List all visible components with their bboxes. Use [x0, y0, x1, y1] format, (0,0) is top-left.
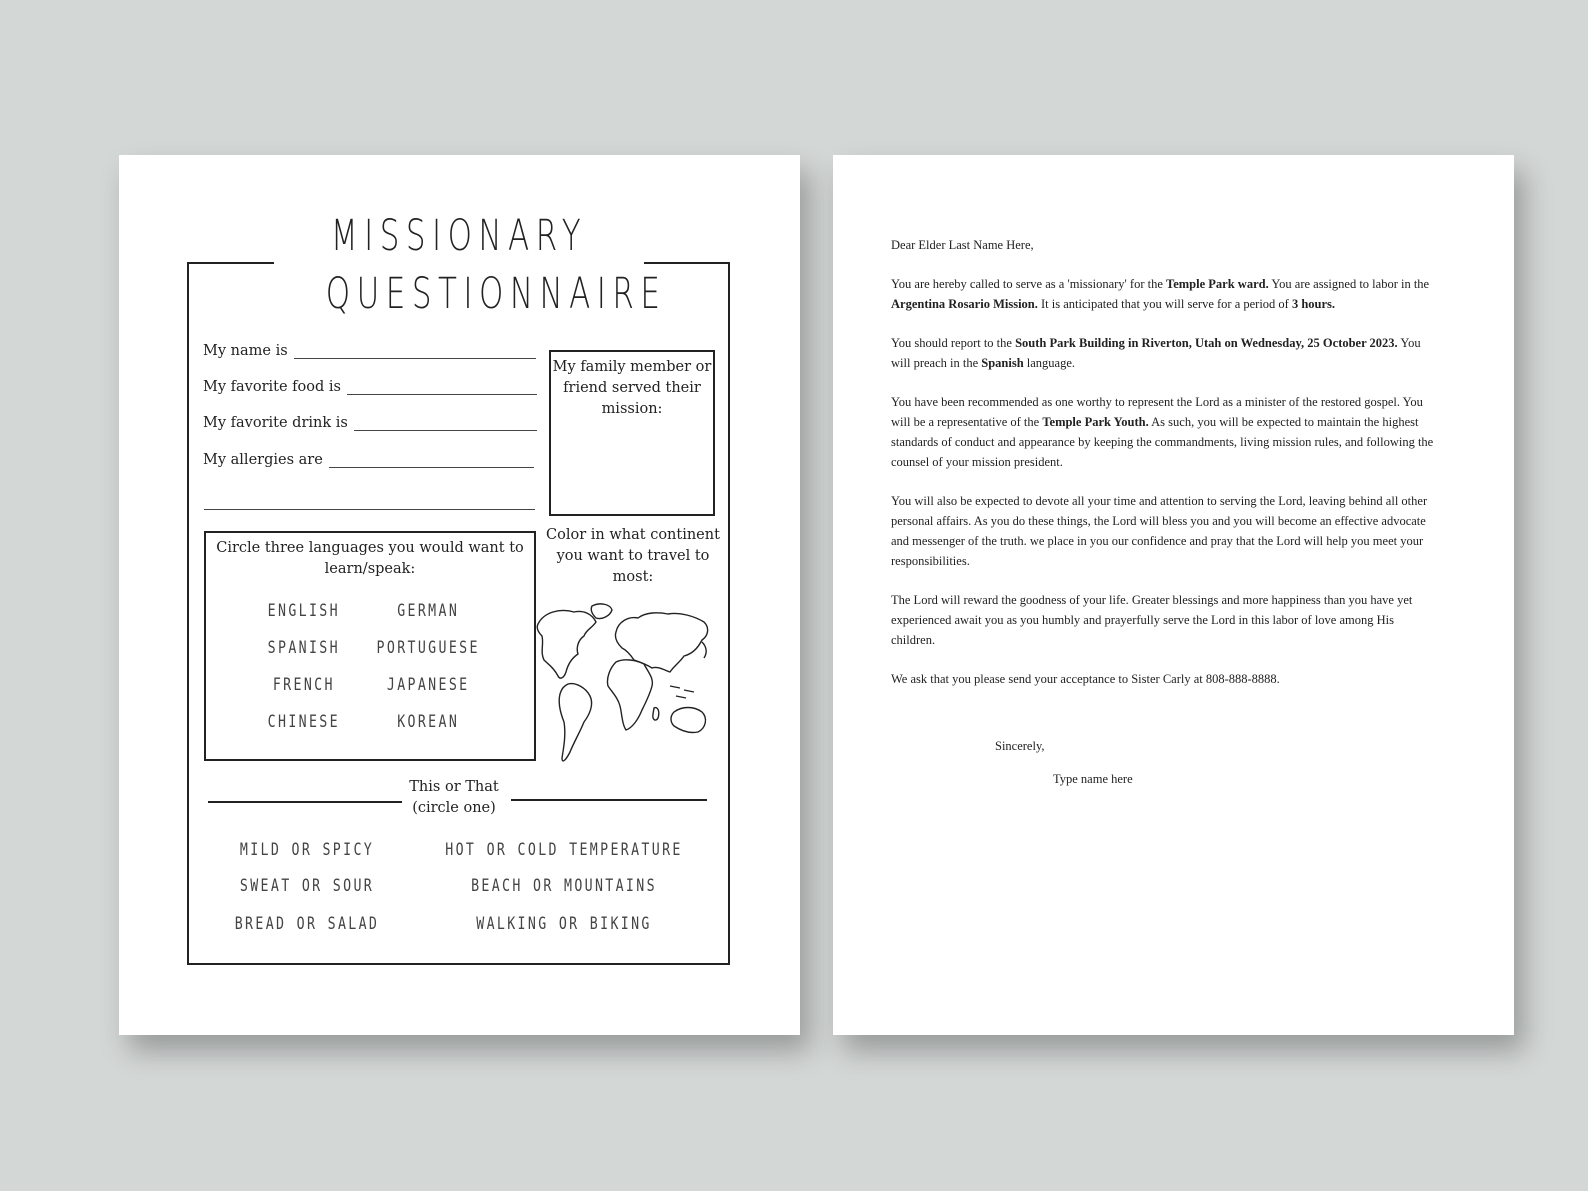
- language-option[interactable]: PORTUGUESE: [376, 638, 480, 658]
- languages-list: [206, 601, 534, 733]
- allergies-label: My allergies are: [203, 452, 323, 468]
- letter-paragraph-5: The Lord will reward the goodness of your life. Greater blessings and more happiness than you have yet experienced await you as you humbly and prayerfully serve the Lord in this labor of love among His children.: [891, 593, 1413, 647]
- family-line-2: friend served their: [563, 380, 701, 396]
- letter-greeting: Dear Elder Last Name Here,: [891, 238, 1034, 252]
- language-option[interactable]: JAPANESE: [386, 675, 470, 695]
- name-field: [203, 343, 536, 359]
- letter-signature[interactable]: Type name here: [1053, 772, 1133, 786]
- australia-outline[interactable]: [671, 708, 705, 733]
- continent-prompt: [533, 525, 733, 588]
- allergies-field: [203, 452, 534, 468]
- this-or-that-heading: [389, 777, 519, 819]
- language-option[interactable]: CHINESE: [267, 712, 340, 732]
- eurasia-outline[interactable]: [615, 613, 707, 672]
- letter-paragraph-3: You have been recommended as one worthy to represent the Lord as a minister of the restored gospel. You will be a representative of the Temple Park Youth. As such, you will be expected to maintain the highest standards of conduct and appearance by keeping the commandments, living mission rules, and following the counsel of your mission president.: [891, 395, 1434, 469]
- family-mission-box: [549, 350, 715, 516]
- indonesia-outline[interactable]: [670, 686, 694, 698]
- extra-blank[interactable]: [204, 509, 535, 510]
- name-label: My name is: [203, 343, 288, 359]
- option-text: MILD OR SPICY: [239, 840, 375, 860]
- south-america-outline[interactable]: [559, 684, 591, 761]
- page-title: [274, 207, 667, 327]
- letter-closing: Sincerely,: [995, 739, 1045, 753]
- option-text: HOT OR COLD TEMPERATURE: [445, 840, 683, 860]
- this-or-that-option[interactable]: [207, 840, 407, 861]
- this-or-that-option[interactable]: [409, 876, 719, 897]
- family-line-1: My family member or: [552, 359, 712, 375]
- call-letter-page: [833, 155, 1514, 1035]
- food-label: My favorite food is: [203, 379, 341, 395]
- japan-outline[interactable]: [702, 642, 706, 658]
- africa-outline[interactable]: [607, 660, 652, 730]
- continent-line-3: most:: [612, 569, 654, 585]
- this-or-that-subtitle: (circle one): [412, 800, 496, 816]
- option-text: BREAD OR SALAD: [234, 914, 380, 934]
- language-option[interactable]: GERMAN: [396, 601, 459, 621]
- this-or-that-option[interactable]: [409, 914, 719, 935]
- drink-blank[interactable]: [354, 416, 537, 431]
- divider-right: [511, 799, 707, 801]
- languages-prompt-2: learn/speak:: [324, 561, 416, 577]
- language-option[interactable]: FRENCH: [272, 675, 335, 695]
- greenland-outline[interactable]: [591, 604, 612, 619]
- letter-body: [891, 235, 1441, 708]
- letter-paragraph-2: You should report to the South Park Building in Riverton, Utah on Wednesday, 25 October 2023. You will preach in the Spanish language.: [891, 336, 1421, 370]
- letter-paragraph-4: You will also be expected to devote all your time and attention to serving the Lord, leaving behind all other personal affairs. As you do these things, the Lord will bless you and you will become an effective advocate and messenger of the truth. we place in you our confidence and pray that the Lord will help you meet your responsibilities.: [891, 494, 1428, 568]
- language-option[interactable]: SPANISH: [267, 638, 340, 658]
- food-blank[interactable]: [347, 380, 537, 395]
- drink-field: [203, 415, 537, 431]
- world-map-outline[interactable]: [534, 602, 714, 767]
- languages-box: [204, 531, 536, 761]
- this-or-that-option[interactable]: [207, 876, 407, 897]
- continent-line-2: you want to travel to: [556, 548, 710, 564]
- letter-paragraph-1: You are hereby called to serve as a 'missionary' for the Temple Park ward. You are assigned to labor in the Argentina Rosario Mission. It is anticipated that you will serve for a period of 3 hours.: [891, 277, 1430, 311]
- option-text: SWEAT OR SOUR: [239, 876, 375, 896]
- languages-prompt-1: Circle three languages you would want to: [216, 540, 524, 556]
- questionnaire-page: [119, 155, 800, 1035]
- drink-label: My favorite drink is: [203, 415, 348, 431]
- option-text: BEACH OR MOUNTAINS: [471, 876, 657, 896]
- this-or-that-title: This or That: [409, 779, 499, 795]
- continent-line-1: Color in what continent: [546, 527, 720, 543]
- name-blank[interactable]: [294, 344, 536, 359]
- option-text: WALKING OR BIKING: [476, 914, 652, 934]
- language-option[interactable]: KOREAN: [396, 712, 459, 732]
- allergies-blank[interactable]: [329, 453, 534, 468]
- north-america-outline[interactable]: [537, 611, 596, 679]
- divider-left: [208, 801, 402, 803]
- title-line-1: MISSIONARY: [330, 211, 588, 261]
- madagascar-outline[interactable]: [653, 708, 659, 720]
- title-line-2: QUESTIONNAIRE: [325, 269, 667, 319]
- language-option[interactable]: ENGLISH: [267, 601, 340, 621]
- family-line-3: mission:: [601, 401, 663, 417]
- this-or-that-option[interactable]: [409, 840, 719, 861]
- letter-paragraph-6: We ask that you please send your acceptance to Sister Carly at 808-888-8888.: [891, 672, 1280, 686]
- this-or-that-option[interactable]: [207, 914, 407, 935]
- food-field: [203, 379, 537, 395]
